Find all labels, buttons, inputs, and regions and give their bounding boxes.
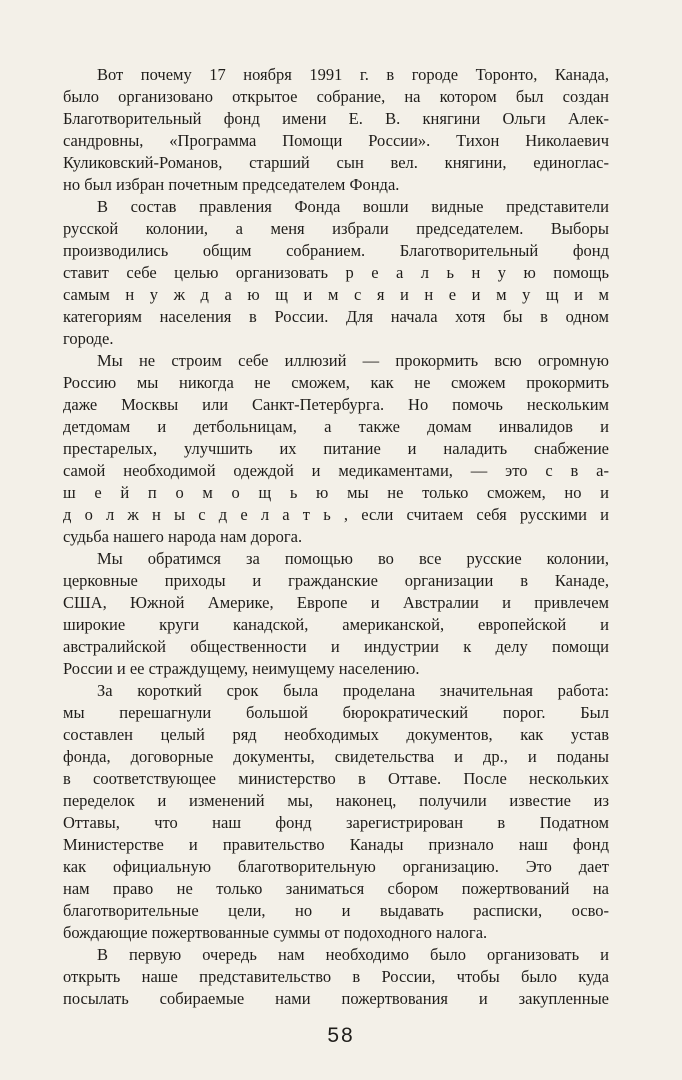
text-line: категориям населения в России. Для начала хотя бы в одном xyxy=(63,307,609,326)
text-line: самым н у ж д а ю щ и м с я и н е и м у щ и м xyxy=(63,285,609,304)
text-line: переделок и изменений мы, наконец, получили известие из xyxy=(63,791,609,810)
text-line: В состав правления Фонда вошли видные представители xyxy=(97,197,609,216)
text-line: детдомам и детбольницам, а также домам инвалидов и xyxy=(63,417,609,436)
text-line: Вот почему 17 ноября 1991 г. в городе Торонто, Канада, xyxy=(97,65,609,84)
text-line: благотворительные цели, но и выдавать расписки, осво- xyxy=(63,901,609,920)
text-line: престарелых, улучшить их питание и наладить снабжение xyxy=(63,439,609,458)
text-line: судьба нашего народа нам дорога. xyxy=(63,527,303,546)
text-line: нам право не только заниматься сбором пожертвований на xyxy=(63,879,609,898)
text-line: городе. xyxy=(63,329,114,348)
text-line: церковные приходы и гражданские организации в Канаде, xyxy=(63,571,609,590)
text-line: ш е й п о м о щ ь ю мы не только сможем, но и xyxy=(63,483,609,502)
text-line: но был избран почетным председателем Фонда. xyxy=(63,175,400,194)
text-line: В первую очередь нам необходимо было организовать и xyxy=(97,945,609,964)
text-line: самой необходимой одеждой и медикаментами, — это с в а- xyxy=(63,461,609,480)
text-line: посылать собираемые нами пожертвования и закупленные xyxy=(63,989,609,1008)
text-line: ставит себе целью организовать р е а л ь н у ю помощь xyxy=(63,263,609,282)
text-line: мы перешагнули большой бюрократический порог. Был xyxy=(63,703,609,722)
text-line: Россию мы никогда не сможем, как не сможем прокормить xyxy=(63,373,609,392)
text-line: широкие круги канадской, американской, европейской и xyxy=(63,615,609,634)
text-line: За короткий срок была проделана значительная работа: xyxy=(97,681,609,700)
text-line: австралийской общественности и индустрии к делу помощи xyxy=(63,637,609,656)
page-number: 58 xyxy=(327,1024,355,1047)
text-line: Благотворительный фонд имени Е. В. княгини Ольги Алек- xyxy=(63,109,609,128)
text-line: России и ее страждущему, неимущему населению. xyxy=(63,659,420,678)
text-line: в соответствующее министерство в Оттаве. После нескольких xyxy=(63,769,609,788)
text-line: было организовано открытое собрание, на котором был создан xyxy=(63,87,609,106)
text-line: Оттавы, что наш фонд зарегистрирован в Податном xyxy=(63,813,609,832)
text-line: составлен целый ряд необходимых документов, как устав xyxy=(63,725,609,744)
text-line: даже Москвы или Санкт-Петербурга. Но помочь нескольким xyxy=(63,395,609,414)
text-line: Министерстве и правительство Канады признало наш фонд xyxy=(63,835,609,854)
text-line: США, Южной Америке, Европе и Австралии и привлечем xyxy=(63,593,609,612)
body-text xyxy=(63,64,609,1010)
text-line: русской колонии, а меня избрали председателем. Выборы xyxy=(63,219,609,238)
text-line: открыть наше представительство в России, чтобы было куда xyxy=(63,967,609,986)
text-line: Мы обратимся за помощью во все русские колонии, xyxy=(97,549,609,568)
text-line: сандровны, «Программа Помощи России». Тихон Николаевич xyxy=(63,131,609,150)
text-line: Мы не строим себе иллюзий — прокормить всю огромную xyxy=(97,351,609,370)
text-line: Куликовский-Романов, старший сын вел. княгини, единоглас- xyxy=(63,153,609,172)
text-line: д о л ж н ы с д е л а т ь , если считаем себя русскими и xyxy=(63,505,609,524)
text-line: как официальную благотворительную организацию. Это дает xyxy=(63,857,609,876)
text-line: производились общим собранием. Благотворительный фонд xyxy=(63,241,609,260)
text-line: фонда, договорные документы, свидетельства и др., и поданы xyxy=(63,747,609,766)
text-line: бождающие пожертвованные суммы от подоходного налога. xyxy=(63,923,488,942)
